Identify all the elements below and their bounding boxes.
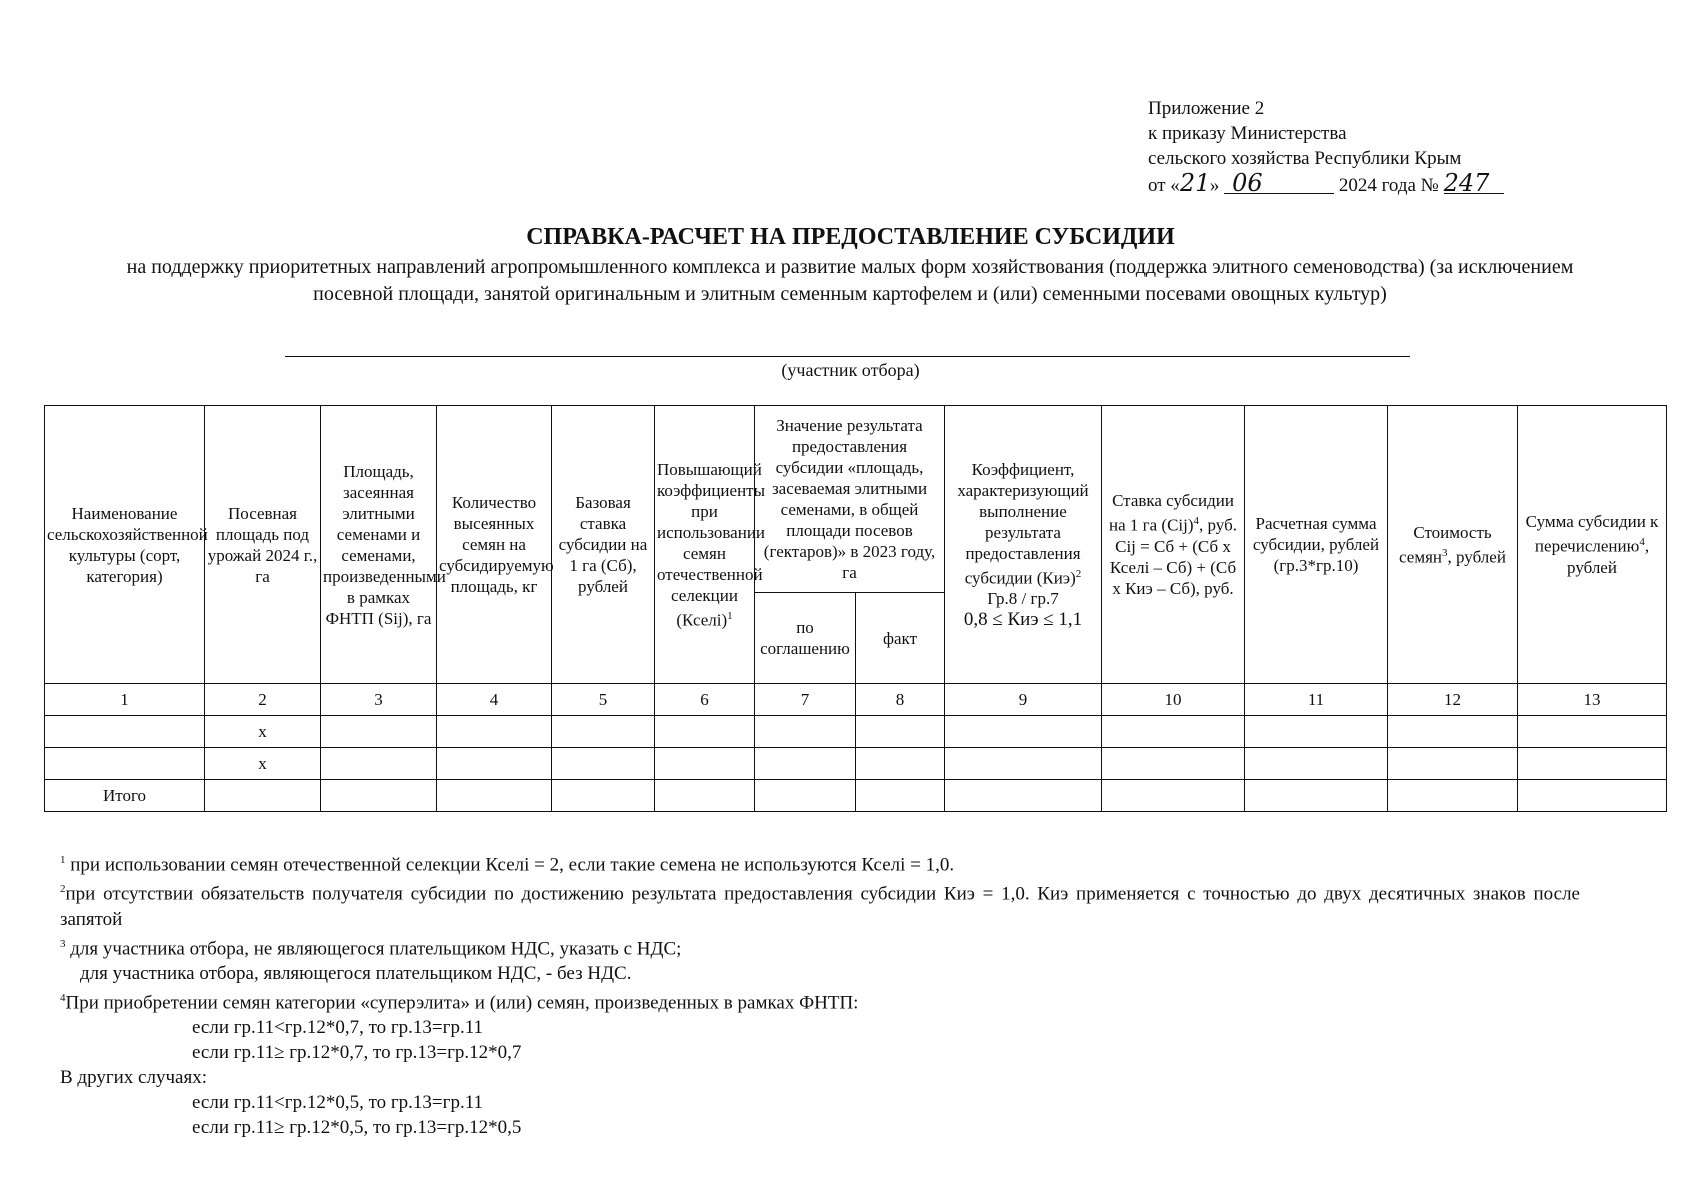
- table-cell: [552, 780, 655, 812]
- header-sown-area: Посевная площадь под урожай 2024 г., га: [205, 406, 321, 684]
- date-month-handwritten: 06: [1224, 173, 1334, 194]
- date-year: 2024 года №: [1338, 175, 1439, 196]
- column-number: 4: [437, 684, 552, 716]
- date-prefix: от «: [1148, 175, 1180, 196]
- header-actual: факт: [856, 593, 945, 684]
- table-cell: [1388, 780, 1518, 812]
- column-number: 7: [755, 684, 856, 716]
- total-label: Итого: [45, 780, 205, 812]
- footnote-3: $^3$ для участника отбора, не являющегося плательщиком НДС, указать с НДС;: [60, 937, 682, 959]
- order-number-handwritten: 247: [1444, 173, 1504, 194]
- column-number: 11: [1245, 684, 1388, 716]
- table-cell: [1518, 748, 1667, 780]
- footnote-2: $^2$при отсутствии обязательств получателя субсидии по достижению результата предоставления субсидии Киэ = 1,0. Киэ применяется с точностью до двух десятичных знаков после запятой: [60, 883, 1580, 930]
- footnote-4-rule-1: если гр.11<гр.12*0,7, то гр.13=гр.11: [192, 1017, 483, 1039]
- appendix-date-line: [1148, 171, 1504, 198]
- table-cell: [856, 716, 945, 748]
- table-cell: [1245, 780, 1388, 812]
- table-cell: [552, 716, 655, 748]
- footnotes: [60, 848, 1580, 1140]
- header-by-agreement: по соглашению: [755, 593, 856, 684]
- other-rule-2: если гр.11≥ гр.12*0,5, то гр.13=гр.12*0,5: [192, 1117, 522, 1139]
- table-cell: [1388, 748, 1518, 780]
- column-number: 2: [205, 684, 321, 716]
- table-cell: [552, 748, 655, 780]
- footnote-4-rule-2: если гр.11≥ гр.12*0,7, то гр.13=гр.12*0,7: [192, 1042, 522, 1064]
- total-row: [45, 780, 1667, 812]
- table-row: [45, 716, 1667, 748]
- header-seed-quantity: Количество высеянных семян на субсидируемую площадь, кг: [437, 406, 552, 684]
- header-base-rate: Базовая ставка субсидии на 1 га (Сб), рублей: [552, 406, 655, 684]
- appendix-line-2: к приказу Министерства: [1148, 123, 1347, 144]
- date-day-handwritten: 21: [1179, 169, 1211, 197]
- document-title: СПРАВКА-РАСЧЕТ НА ПРЕДОСТАВЛЕНИЕ СУБСИДИИ: [526, 224, 1175, 250]
- table-cell: [1518, 716, 1667, 748]
- column-number: 1: [45, 684, 205, 716]
- other-rule-1: если гр.11<гр.12*0,5, то гр.13=гр.11: [192, 1092, 483, 1114]
- participant-label: (участник отбора): [781, 360, 920, 380]
- table-cell: [755, 748, 856, 780]
- table-cell: [945, 780, 1102, 812]
- header-elite-area: Площадь, засеянная элитными семенами и семенами, произведенными в рамках ФНТП (Sij), га: [321, 406, 437, 684]
- table-cell: [205, 780, 321, 812]
- header-domestic-coefficient: Повышающий коэффициенты при использовании семян отечественной селекции (Кселі)$^1$: [655, 406, 755, 684]
- header-rate-per-ha: Ставка субсидии на 1 га (Сij)$^4$, руб. Сij = Сб + (Сб х Кселі – Сб) + (Сб х Киэ – Сб), руб.: [1102, 406, 1245, 684]
- table-cell: [321, 748, 437, 780]
- header-calculated-sum: Расчетная сумма субсидии, рублей (гр.3*гр.10): [1245, 406, 1388, 684]
- table-cell: [1245, 716, 1388, 748]
- table-cell: х: [205, 748, 321, 780]
- participant-line: [285, 356, 1410, 357]
- table-cell: [1518, 780, 1667, 812]
- column-numbers-row: [45, 684, 1667, 716]
- other-cases-label: В других случаях:: [60, 1067, 207, 1089]
- table-cell: [437, 748, 552, 780]
- header-crop-name: Наименование сельскохозяйственной культуры (сорт, категория): [45, 406, 205, 684]
- table-cell: [945, 716, 1102, 748]
- table-cell: [1102, 748, 1245, 780]
- column-number: 9: [945, 684, 1102, 716]
- table-cell: [755, 780, 856, 812]
- table-cell: [856, 748, 945, 780]
- header-result-value: Значение результата предоставления субсидии «площадь, засеваемая элитными семенами, в общей площади посевов (гектаров)» в 2023 году, га: [755, 406, 945, 593]
- table-cell: [437, 780, 552, 812]
- table-cell: [655, 716, 755, 748]
- footnote-4: $^4$При приобретении семян категории «суперэлита» и (или) семян, произведенных в рамках ФНТП:: [60, 991, 859, 1014]
- footnote-3-cont: для участника отбора, являющегося плательщиком НДС, - без НДС.: [80, 962, 632, 984]
- table-cell: х: [205, 716, 321, 748]
- table-cell: [755, 716, 856, 748]
- appendix-block: [1148, 96, 1504, 198]
- document-subtitle: на поддержку приоритетных направлений агропромышленного комплекса и развитие малых форм хозяйствования (поддержка элитного семеноводства) (за исключением посевной площади, занятой оригинальным и элитным семенным картофелем и (или) семенными посевами овощных культур): [126, 256, 1574, 305]
- table-cell: [45, 748, 205, 780]
- column-number: 6: [655, 684, 755, 716]
- header-result-coefficient: Коэффициент, характеризующий выполнение результата предоставления субсидии (Киэ)$^2$ Гр.8 / гр.7 0,8 ≤ Киэ ≤ 1,1: [945, 406, 1102, 684]
- table-cell: [45, 716, 205, 748]
- column-number: 13: [1518, 684, 1667, 716]
- table-cell: [1102, 780, 1245, 812]
- table-cell: [945, 748, 1102, 780]
- table-cell: [321, 716, 437, 748]
- column-number: 12: [1388, 684, 1518, 716]
- appendix-line-3: сельского хозяйства Республики Крым: [1148, 148, 1462, 169]
- header-transfer-sum: Сумма субсидии к перечислению$^4$, рублей: [1518, 406, 1667, 684]
- table-cell: [437, 716, 552, 748]
- appendix-line-1: Приложение 2: [1148, 98, 1265, 119]
- column-number: 8: [856, 684, 945, 716]
- table-cell: [856, 780, 945, 812]
- column-number: 5: [552, 684, 655, 716]
- table-row: [45, 748, 1667, 780]
- table-cell: [321, 780, 437, 812]
- column-number: 3: [321, 684, 437, 716]
- table-cell: [1388, 716, 1518, 748]
- subsidy-table: [44, 405, 1667, 812]
- header-seed-cost: Стоимость семян$^3$, рублей: [1388, 406, 1518, 684]
- table-cell: [1102, 716, 1245, 748]
- table-cell: [655, 748, 755, 780]
- table-cell: [1245, 748, 1388, 780]
- table-cell: [655, 780, 755, 812]
- footnote-1: $^1$ при использовании семян отечественной селекции Кселі = 2, если такие семена не используются Кселі = 1,0.: [60, 854, 955, 876]
- date-mid: »: [1209, 175, 1220, 196]
- column-number: 10: [1102, 684, 1245, 716]
